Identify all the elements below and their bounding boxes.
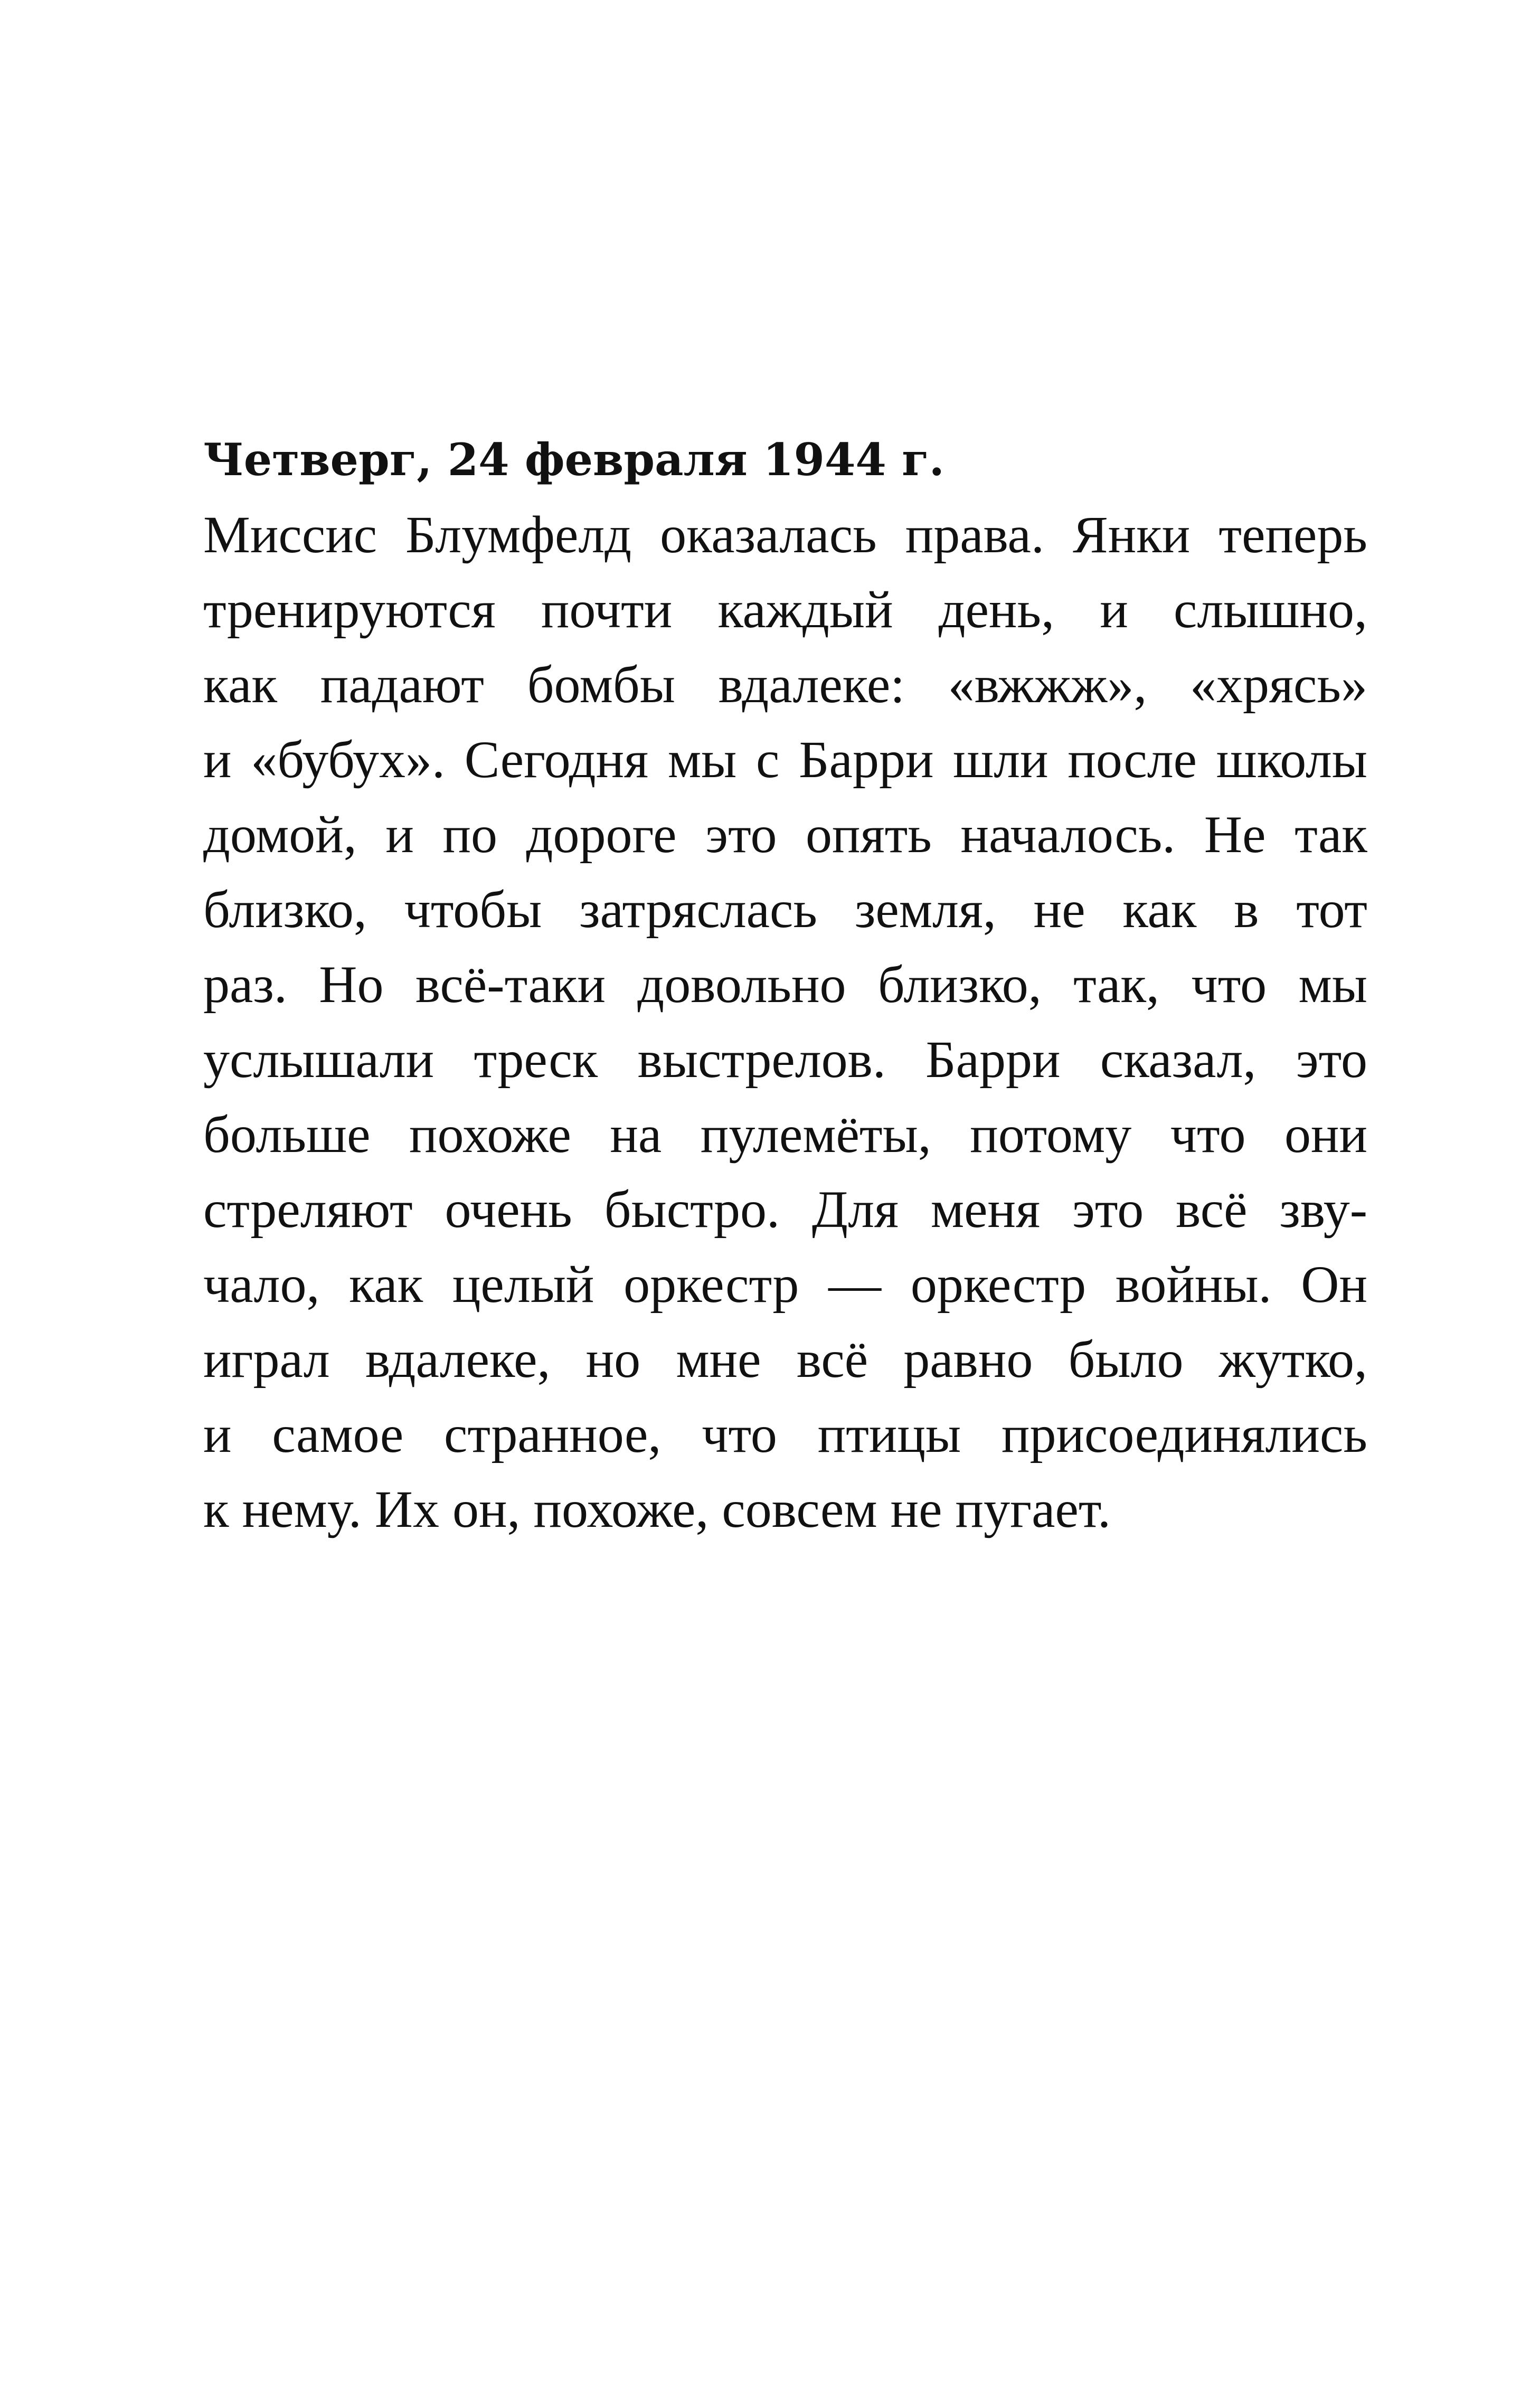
body-line: домой, и по дороге это опять началось. Не так <box>203 805 1367 864</box>
body-line: близко, чтобы затряслась земля, не как в тот <box>203 880 1367 939</box>
body-line: Миссис Блумфелд оказалась права. Янки теперь <box>203 505 1367 564</box>
body-line: как падают бомбы вдалеке: «вжжж», «хрясь» <box>203 655 1367 714</box>
body-line: стреляют очень быстро. Для меня это всё зву- <box>203 1180 1367 1239</box>
body-line: раз. Но всё-таки довольно близко, так, что мы <box>203 955 1367 1014</box>
body-line: и самое странное, что птицы присоединялись <box>203 1405 1367 1463</box>
body-line: больше похоже на пулемёты, потому что они <box>203 1105 1367 1164</box>
entry-body-paragraph <box>203 497 1367 1547</box>
body-line: и «бубух». Сегодня мы с Барри шли после школы <box>203 730 1367 789</box>
body-line: услышали треск выстрелов. Барри сказал, это <box>203 1030 1367 1089</box>
body-line: тренируются почти каждый день, и слышно, <box>203 580 1367 639</box>
diary-entry <box>203 422 1367 1547</box>
body-line: играл вдалеке, но мне всё равно было жутко, <box>203 1330 1367 1389</box>
body-line: к нему. Их он, похоже, совсем не пугает. <box>203 1480 1111 1538</box>
body-line: чало, как целый оркестр — оркестр войны. Он <box>203 1255 1367 1314</box>
entry-date-heading: Четверг, 24 февраля 1944 г. <box>203 433 944 486</box>
